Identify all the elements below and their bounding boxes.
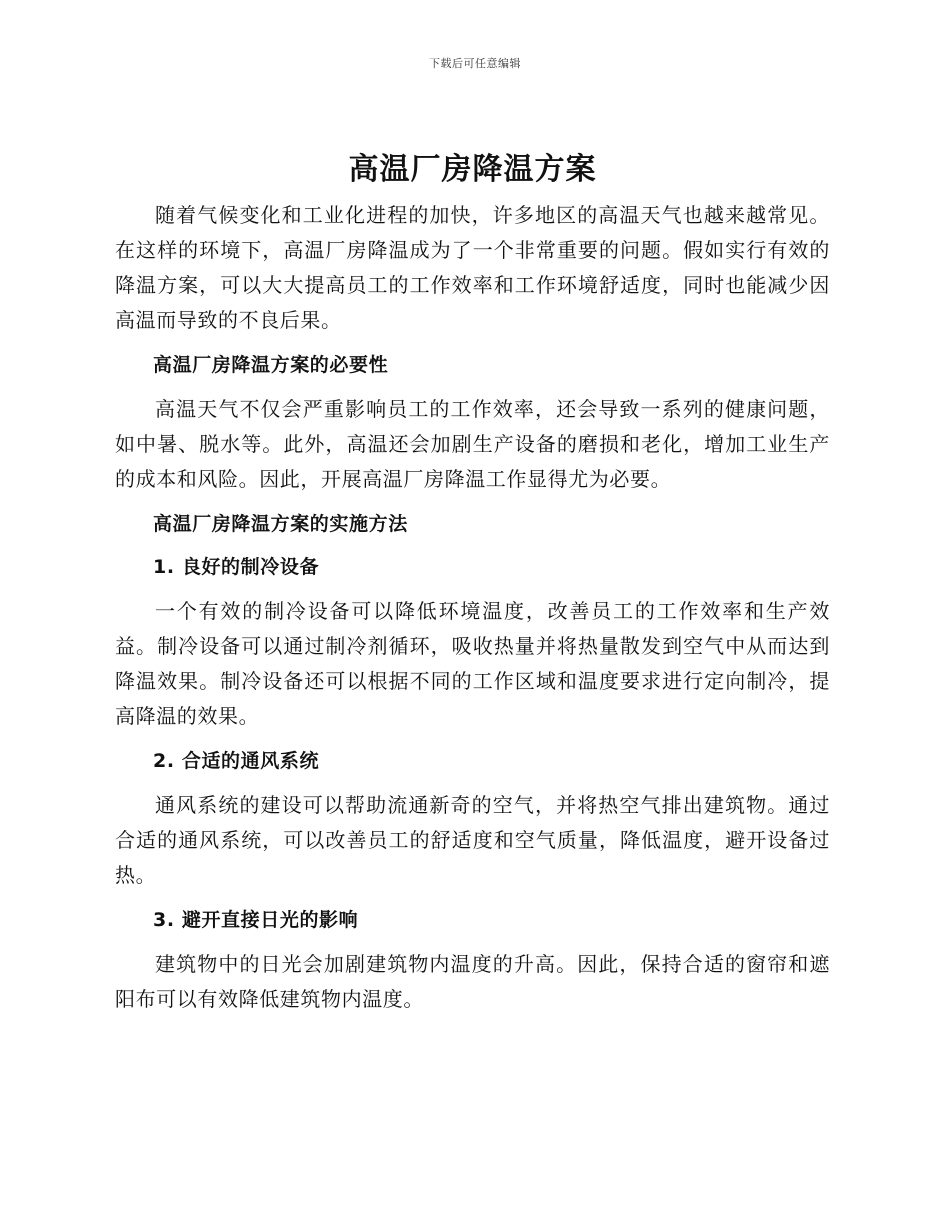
- section-heading-necessity: 高温厂房降温方案的必要性: [153, 354, 389, 376]
- section-heading-ventilation: 2. 合适的通风系统: [153, 750, 320, 772]
- section-body-ventilation: 通风系统的建设可以帮助流通新奇的空气，并将热空气排出建筑物。通过合适的通风系统，可以改善员工的舒适度和空气质量，降低温度，避开设备过热。: [115, 793, 830, 887]
- section-heading-sunlight: 3. 避开直接日光的影响: [153, 909, 359, 931]
- section-body-sunlight: 建筑物中的日光会加剧建筑物内温度的升高。因此，保持合适的窗帘和遮阳布可以有效降低建筑物内温度。: [115, 952, 830, 1011]
- section-body-necessity: 高温天气不仅会严重影响员工的工作效率，还会导致一系列的健康问题，如中暑、脱水等。此外，高温还会加剧生产设备的磨损和老化，增加工业生产的成本和风险。因此，开展高温厂房降温工作显得尤为必要。: [115, 397, 830, 491]
- section-heading-cooling-equipment: 1. 良好的制冷设备: [153, 556, 320, 578]
- document-body: [115, 148, 830, 1017]
- section-heading-methods: 高温厂房降温方案的实施方法: [153, 513, 408, 535]
- document-title: 高温厂房降温方案: [348, 152, 597, 187]
- header-note: 下载后可任意编辑: [429, 57, 521, 70]
- section-body-cooling-equipment: 一个有效的制冷设备可以降低环境温度，改善员工的工作效率和生产效益。制冷设备可以通过制冷剂循环，吸收热量并将热量散发到空气中从而达到降温效果。制冷设备还可以根据不同的工作区域和温度要求进行定向制冷，提高降温的效果。: [115, 599, 830, 728]
- intro-paragraph: 随着气候变化和工业化进程的加快，许多地区的高温天气也越来越常见。在这样的环境下，高温厂房降温成为了一个非常重要的问题。假如实行有效的降温方案，可以大大提高员工的工作效率和工作环境舒适度，同时也能减少因高温而导致的不良后果。: [115, 203, 830, 332]
